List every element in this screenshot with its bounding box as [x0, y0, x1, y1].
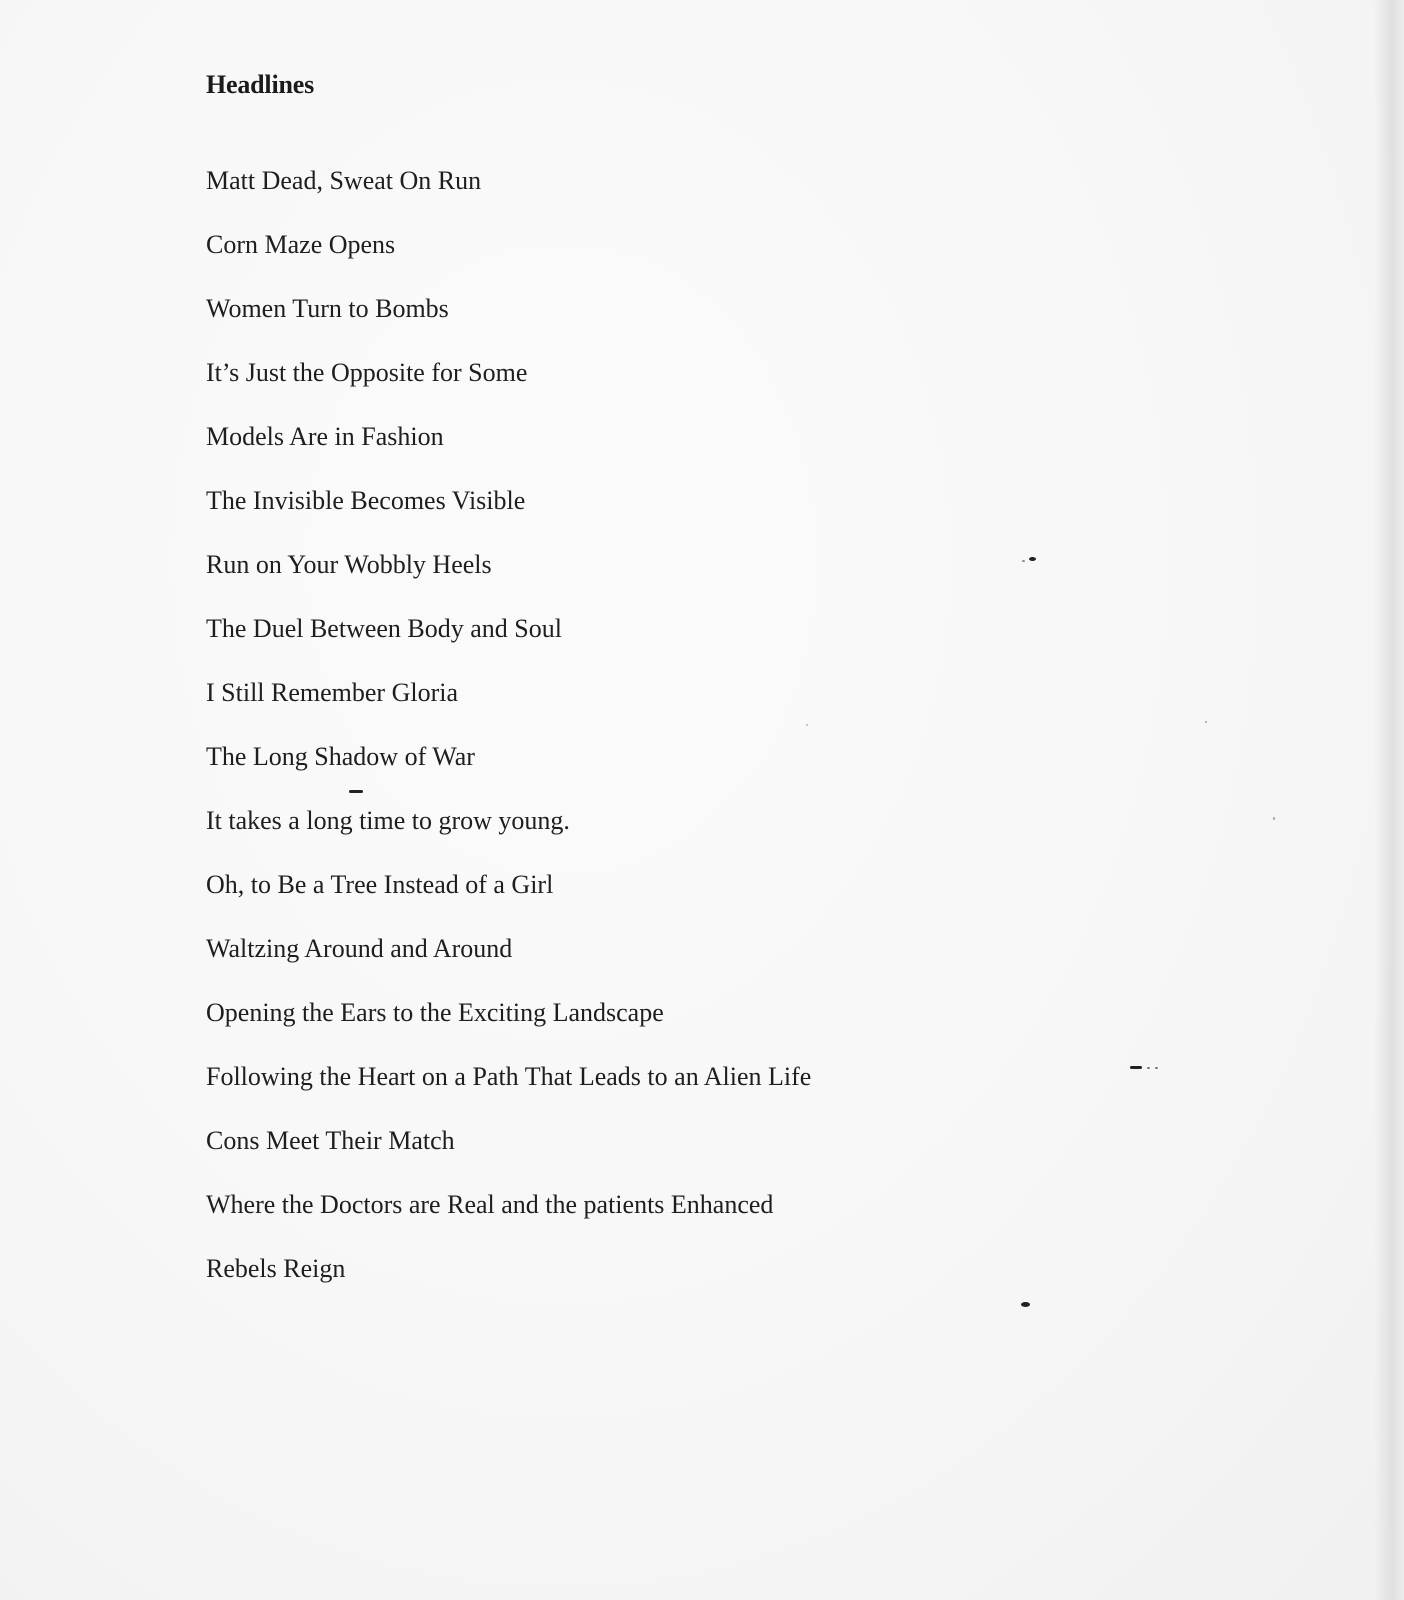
headline-item: Women Turn to Bombs — [206, 294, 449, 323]
headline-item: Rebels Reign — [206, 1254, 346, 1283]
headline-item: The Long Shadow of War — [206, 742, 475, 771]
scan-speck — [349, 790, 363, 793]
headline-item: Opening the Ears to the Exciting Landscape — [206, 998, 664, 1027]
headline-item: Waltzing Around and Around — [206, 934, 513, 963]
headline-item: Where the Doctors are Real and the patients Enhanced — [206, 1190, 774, 1219]
scan-speck — [1029, 557, 1036, 561]
headline-item: Oh, to Be a Tree Instead of a Girl — [206, 870, 554, 899]
page-title: Headlines — [206, 70, 314, 99]
scan-speck — [1147, 1067, 1150, 1069]
headline-item: Corn Maze Opens — [206, 230, 396, 259]
headline-item: It’s Just the Opposite for Some — [206, 358, 528, 387]
scan-speck — [1130, 1066, 1142, 1069]
scan-speck — [1022, 560, 1025, 562]
headline-item: Run on Your Wobbly Heels — [206, 550, 492, 579]
headline-item: The Invisible Becomes Visible — [206, 486, 526, 515]
scan-speck — [1021, 1302, 1030, 1307]
headline-item: It takes a long time to grow young. — [206, 806, 570, 835]
scan-speck — [806, 724, 808, 726]
headline-item: Models Are in Fashion — [206, 422, 444, 451]
page-edge-shadow — [1374, 0, 1404, 1600]
headline-item: Cons Meet Their Match — [206, 1126, 455, 1155]
scan-speck — [1273, 817, 1275, 820]
scan-speck — [1205, 721, 1207, 723]
headline-item: I Still Remember Gloria — [206, 678, 459, 707]
headline-item: The Duel Between Body and Soul — [206, 614, 562, 643]
headline-list — [206, 166, 1106, 1318]
headline-item: Following the Heart on a Path That Leads to an Alien Life — [206, 1062, 812, 1091]
headline-item: Matt Dead, Sweat On Run — [206, 166, 482, 195]
scan-speck — [1155, 1067, 1158, 1069]
